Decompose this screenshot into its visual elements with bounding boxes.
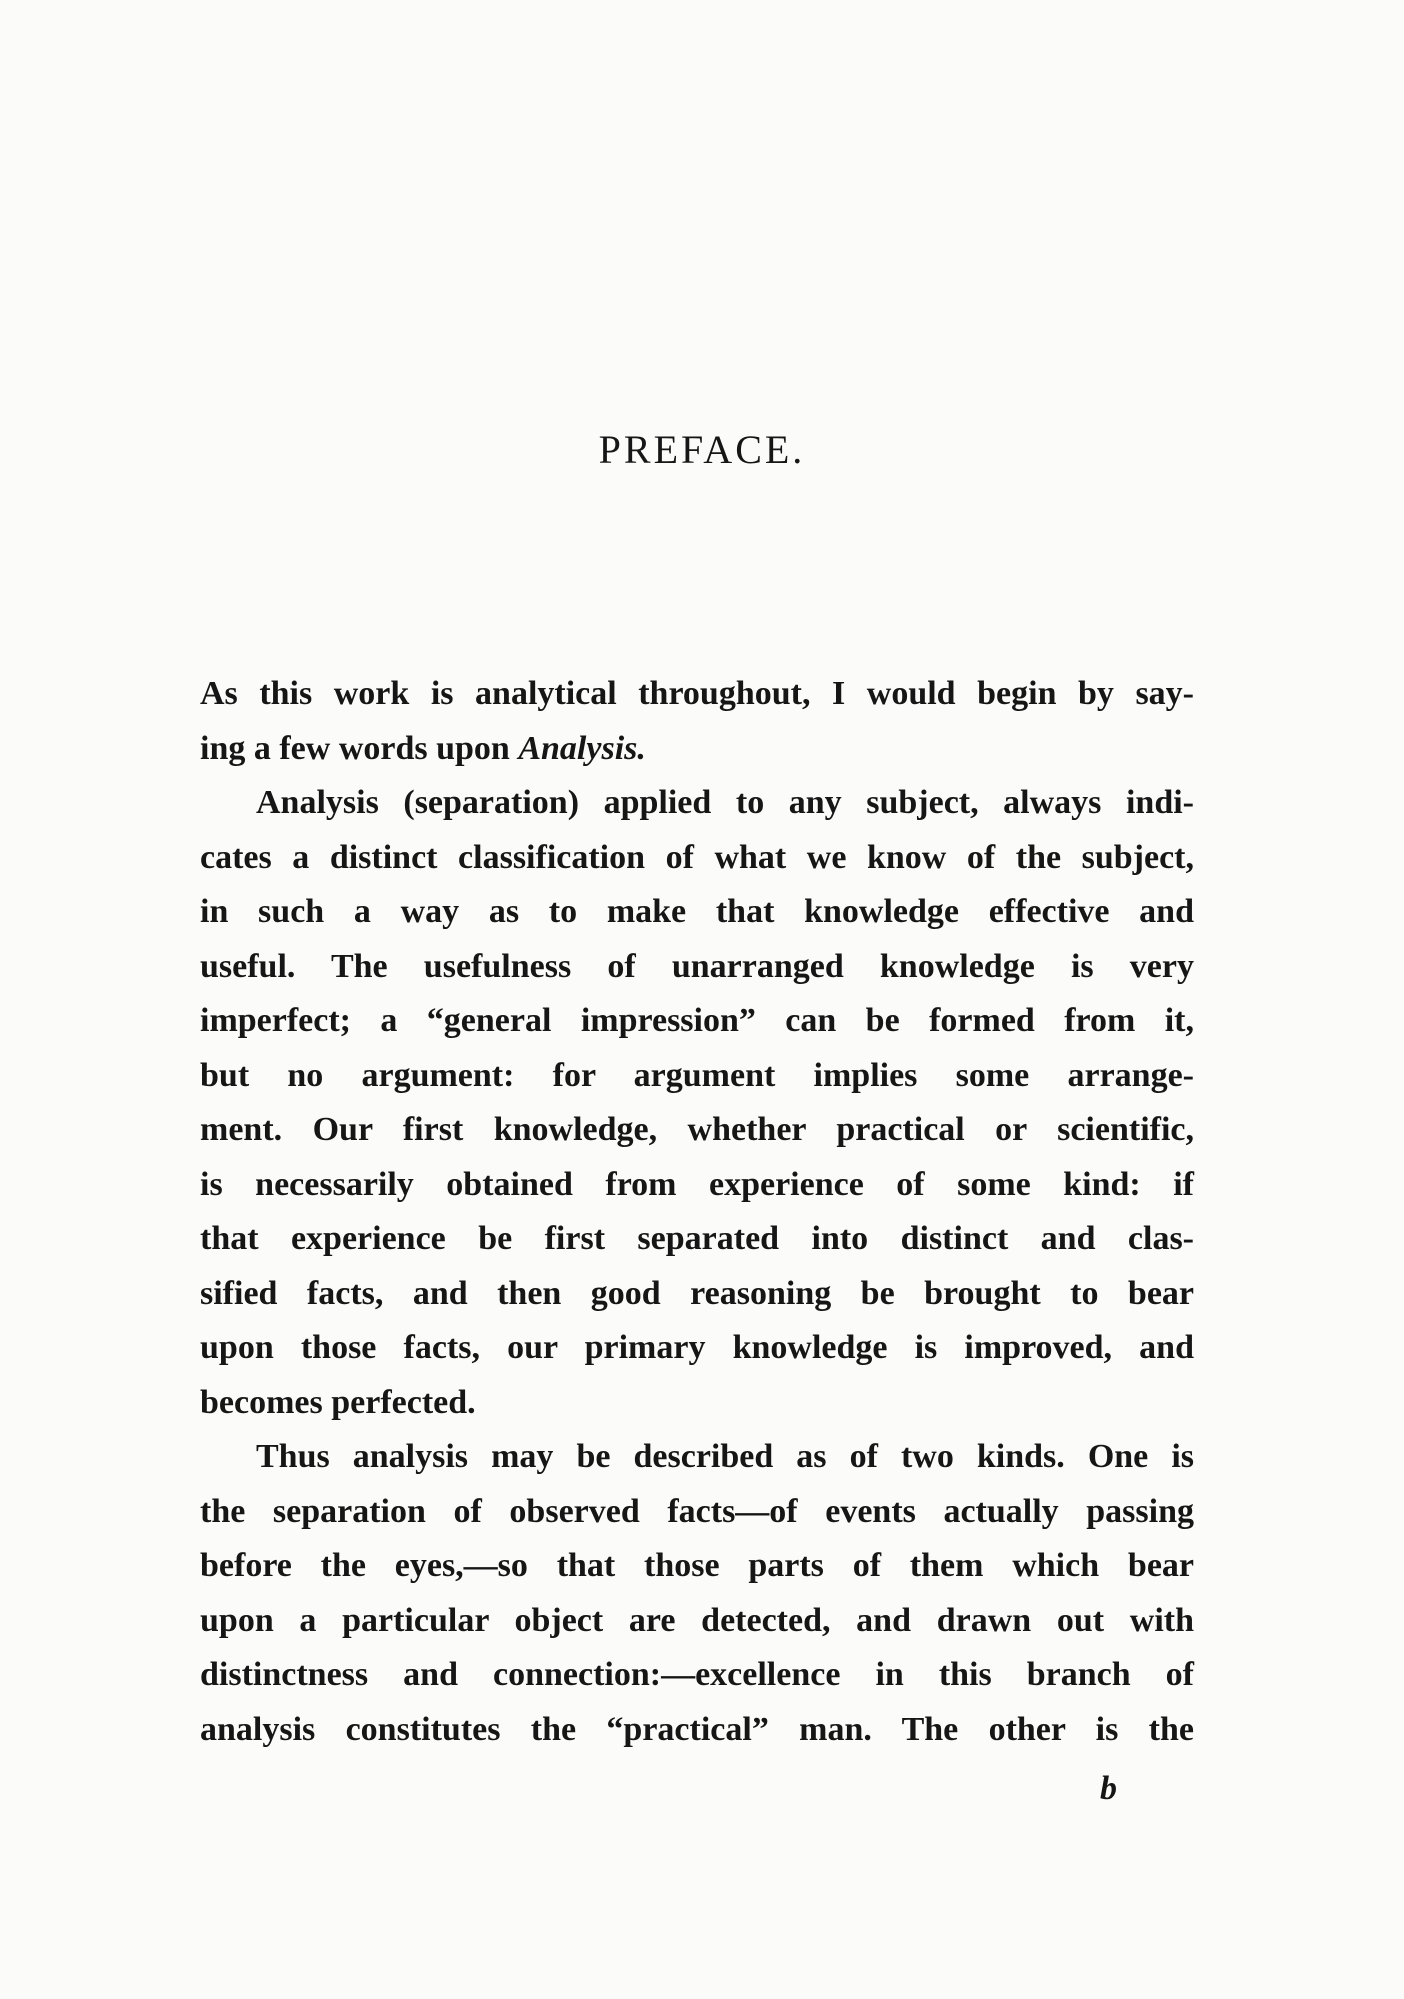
preface-body: [200, 667, 1194, 1757]
text-line: in such a way as to make that knowledge effective and: [200, 893, 1194, 930]
page-title: PREFACE.: [598, 427, 806, 472]
text-line: Analysis (separation) applied to any subject, always indi-: [256, 784, 1194, 821]
text-line: ment. Our first knowledge, whether practical or scientific,: [200, 1111, 1194, 1148]
text-line: that experience be first separated into distinct and clas-: [200, 1220, 1194, 1257]
text-line: Thus analysis may be described as of two kinds. One is: [256, 1438, 1194, 1475]
text-span: ing a few words upon: [200, 729, 510, 767]
text-line: imperfect; a “general impression” can be formed from it,: [200, 1002, 1194, 1039]
text-line: is necessarily obtained from experience of some kind: if: [200, 1165, 1194, 1203]
text-line: useful. The usefulness of unarranged knowledge is very: [200, 947, 1194, 985]
text-line: before the eyes,—so that those parts of them which bear: [200, 1547, 1194, 1584]
text-line: As this work is analytical throughout, I would begin by say-: [200, 675, 1194, 712]
signature-mark: b: [1100, 1770, 1117, 1807]
text-line: but no argument: for argument implies some arrange-: [200, 1056, 1194, 1094]
text-line: the separation of observed facts—of events actually passing: [200, 1492, 1194, 1530]
text-line: upon a particular object are detected, and drawn out with: [200, 1601, 1194, 1639]
text-line: analysis constitutes the “practical” man. The other is the: [200, 1710, 1194, 1748]
text-line: distinctness and connection:—excellence in this branch of: [200, 1656, 1194, 1693]
text-line: cates a distinct classification of what we know of the subject,: [200, 838, 1194, 876]
text-line: sified facts, and then good reasoning be brought to bear: [200, 1274, 1194, 1312]
emphasis-word: Analysis.: [518, 729, 646, 767]
text-line: becomes perfected.: [200, 1383, 476, 1421]
text-line: upon those facts, our primary knowledge is improved, and: [200, 1329, 1194, 1366]
text-line: [200, 722, 1194, 777]
